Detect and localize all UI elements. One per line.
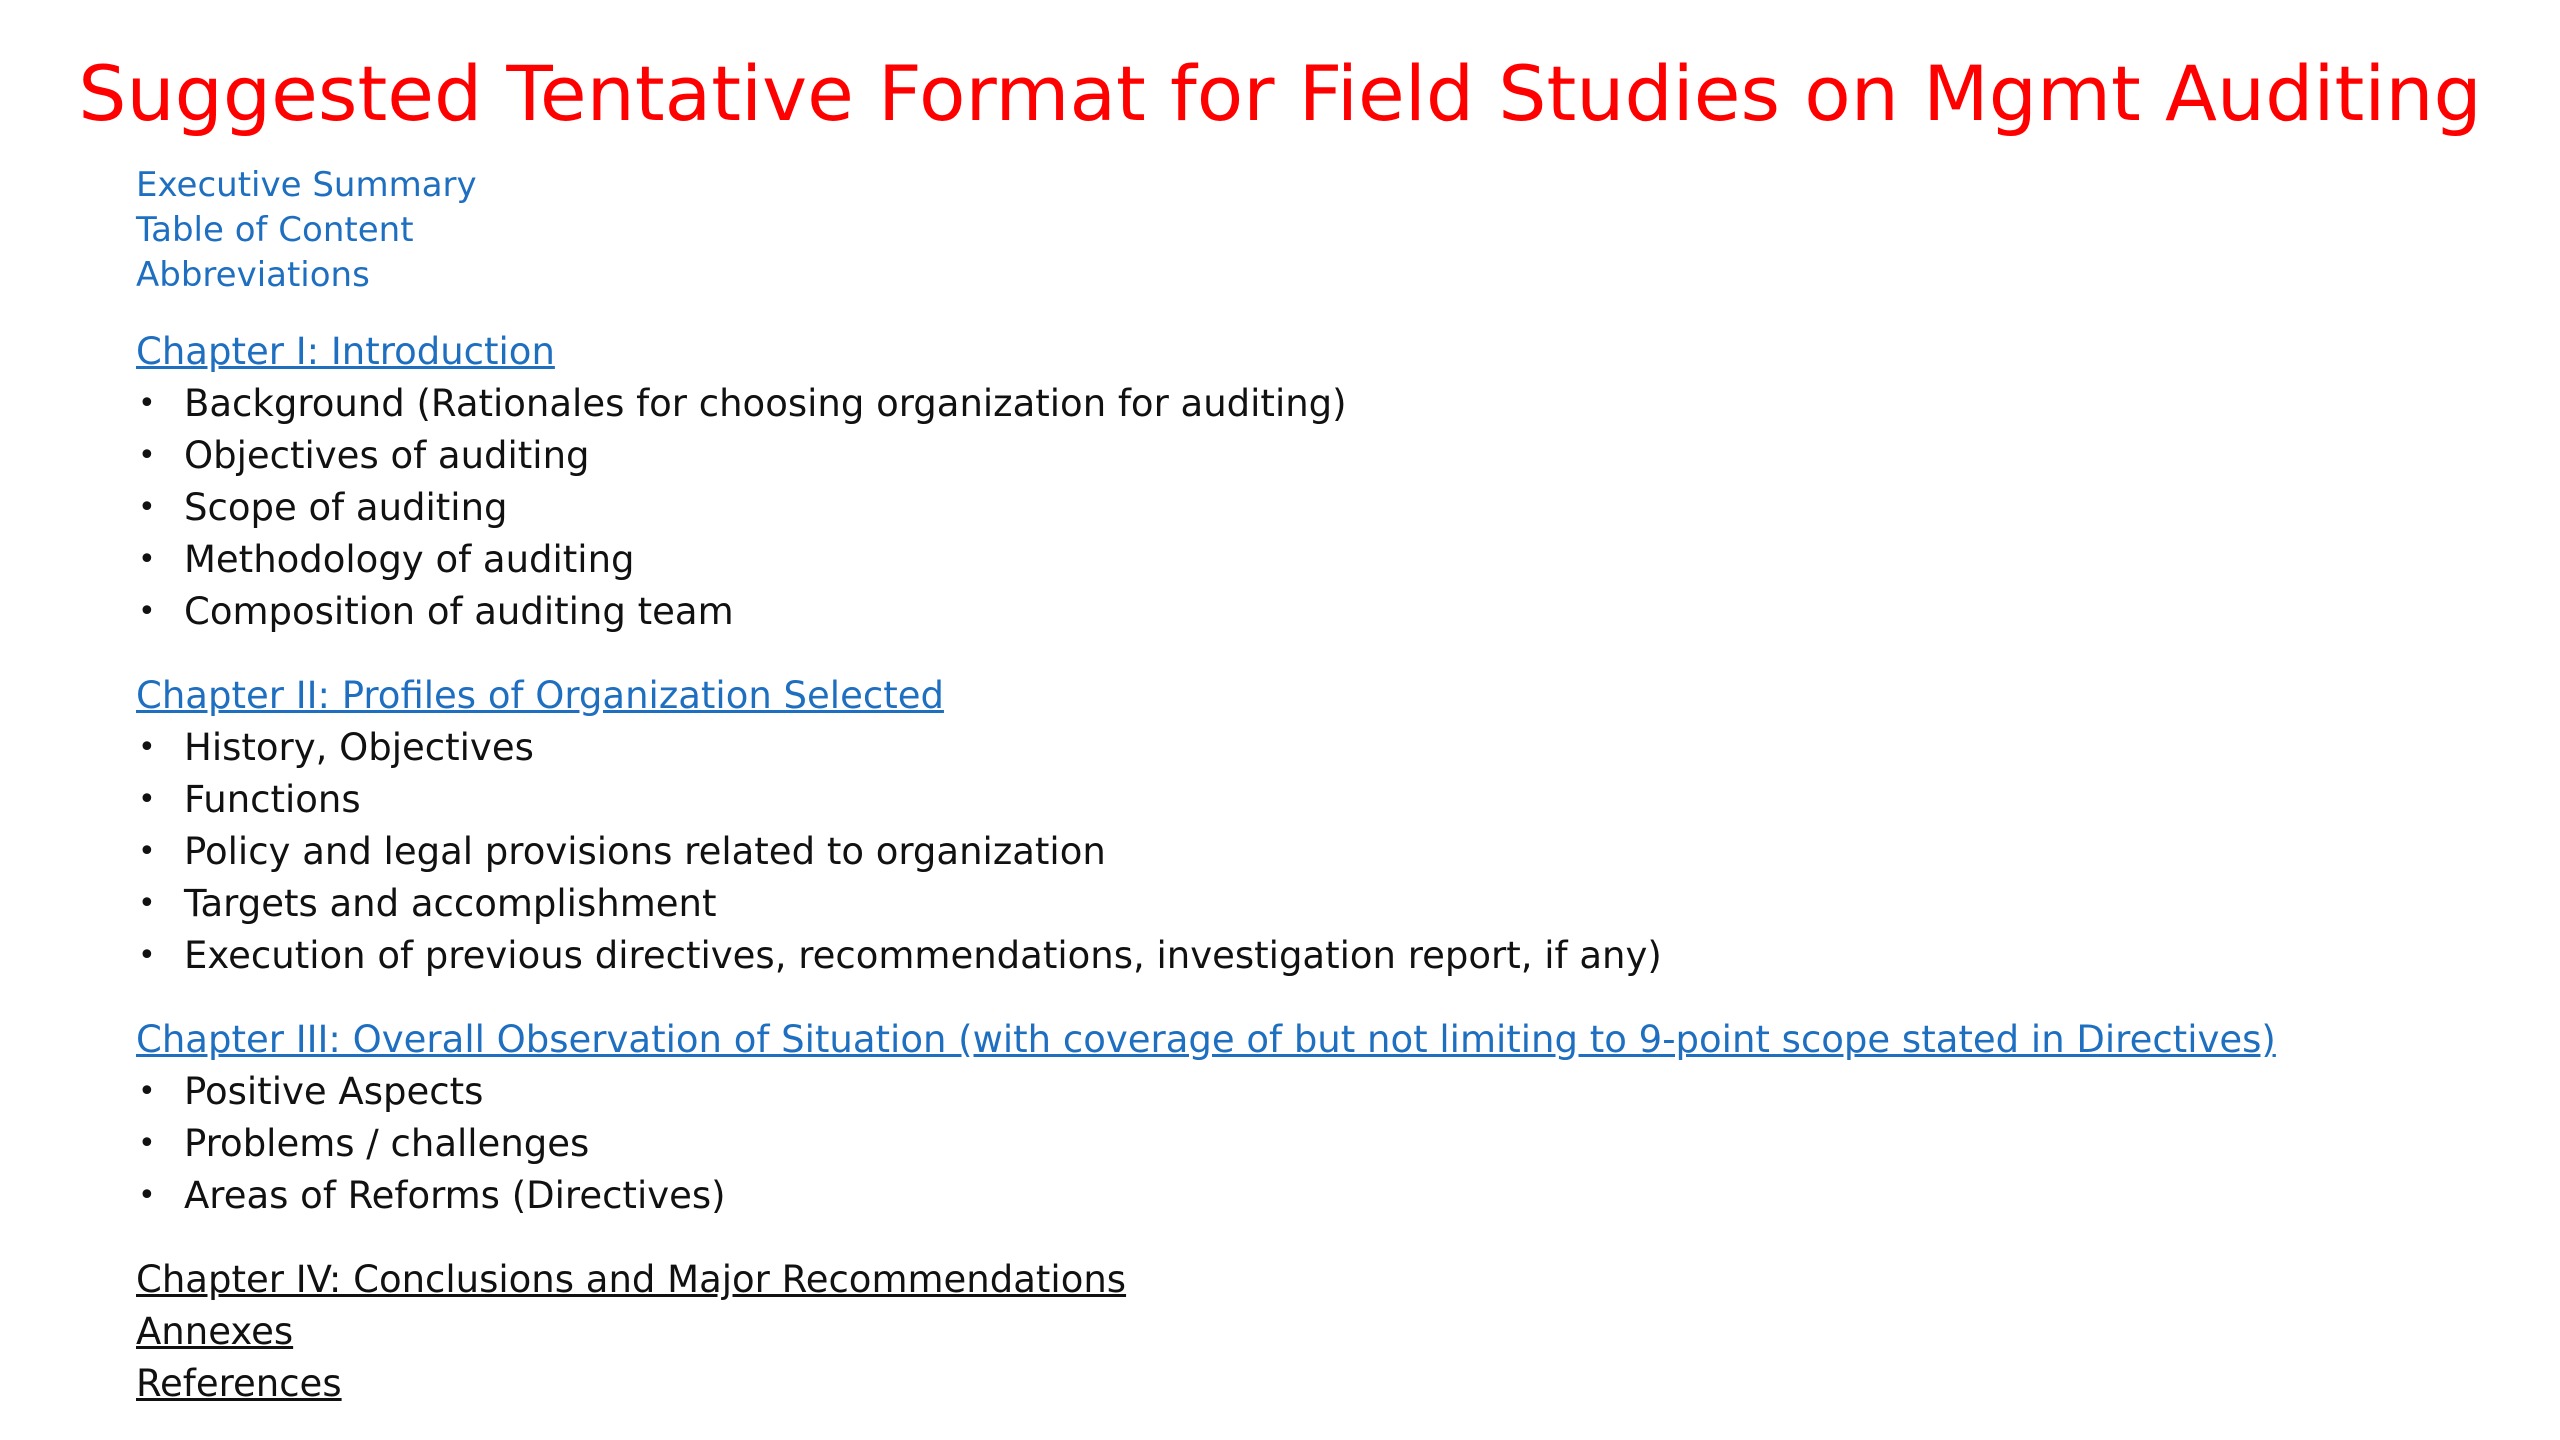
front-matter-list bbox=[136, 163, 2436, 298]
bullet-icon: • bbox=[138, 1178, 156, 1213]
slide-content bbox=[136, 163, 2436, 1410]
references-heading: References bbox=[136, 1362, 342, 1405]
bullet-icon: • bbox=[138, 1074, 156, 1109]
front-matter-item: Executive Summary bbox=[136, 165, 477, 205]
bullet-icon: • bbox=[138, 386, 156, 421]
bullet-icon: • bbox=[138, 438, 156, 473]
list-item bbox=[136, 586, 2436, 638]
chapter-3-items bbox=[136, 1066, 2436, 1222]
bullet-icon: • bbox=[138, 938, 156, 973]
bullet-icon: • bbox=[138, 490, 156, 525]
list-item bbox=[136, 534, 2436, 586]
bullet-icon: • bbox=[138, 886, 156, 921]
bullet-icon: • bbox=[138, 730, 156, 765]
bullet-icon: • bbox=[138, 1126, 156, 1161]
list-item-text: Functions bbox=[184, 778, 361, 821]
front-matter-item: Table of Content bbox=[136, 210, 414, 250]
chapter-1-heading[interactable]: Chapter I: Introduction bbox=[136, 330, 555, 373]
list-item-text: Areas of Reforms (Directives) bbox=[184, 1174, 726, 1217]
list-item-text: Policy and legal provisions related to organization bbox=[184, 830, 1106, 873]
list-item bbox=[136, 482, 2436, 534]
list-item-text: Execution of previous directives, recommendations, investigation report, if any) bbox=[184, 934, 1662, 977]
list-item-text: Methodology of auditing bbox=[184, 538, 635, 581]
list-item bbox=[136, 430, 2436, 482]
list-item-text: Objectives of auditing bbox=[184, 434, 590, 477]
list-item bbox=[136, 878, 2436, 930]
list-item bbox=[136, 722, 2436, 774]
bullet-icon: • bbox=[138, 834, 156, 869]
list-item bbox=[136, 378, 2436, 430]
list-item bbox=[136, 1170, 2436, 1222]
list-item-text: Problems / challenges bbox=[184, 1122, 590, 1165]
list-item bbox=[136, 930, 2436, 982]
list-item bbox=[136, 1066, 2436, 1118]
list-item bbox=[136, 826, 2436, 878]
chapter-3-heading[interactable]: Chapter III: Overall Observation of Situation (with coverage of but not limiting to 9-point scope stated in Directives) bbox=[136, 1018, 2276, 1061]
list-item-text: Composition of auditing team bbox=[184, 590, 734, 633]
chapter-2-items bbox=[136, 722, 2436, 982]
list-item-text: Background (Rationales for choosing organization for auditing) bbox=[184, 382, 1347, 425]
bullet-icon: • bbox=[138, 542, 156, 577]
chapter-4-heading: Chapter IV: Conclusions and Major Recommendations bbox=[136, 1258, 1127, 1301]
list-item-text: Scope of auditing bbox=[184, 486, 508, 529]
list-item bbox=[136, 1118, 2436, 1170]
slide-title: Suggested Tentative Format for Field Studies on Mgmt Auditing bbox=[78, 49, 2482, 138]
list-item-text: Targets and accomplishment bbox=[184, 882, 717, 925]
list-item bbox=[136, 774, 2436, 826]
chapter-1-items bbox=[136, 378, 2436, 638]
list-item-text: Positive Aspects bbox=[184, 1070, 484, 1113]
bullet-icon: • bbox=[138, 594, 156, 629]
list-item-text: History, Objectives bbox=[184, 726, 534, 769]
annexes-heading: Annexes bbox=[136, 1310, 294, 1353]
front-matter-item: Abbreviations bbox=[136, 255, 370, 295]
bullet-icon: • bbox=[138, 782, 156, 817]
chapter-2-heading[interactable]: Chapter II: Profiles of Organization Selected bbox=[136, 674, 944, 717]
